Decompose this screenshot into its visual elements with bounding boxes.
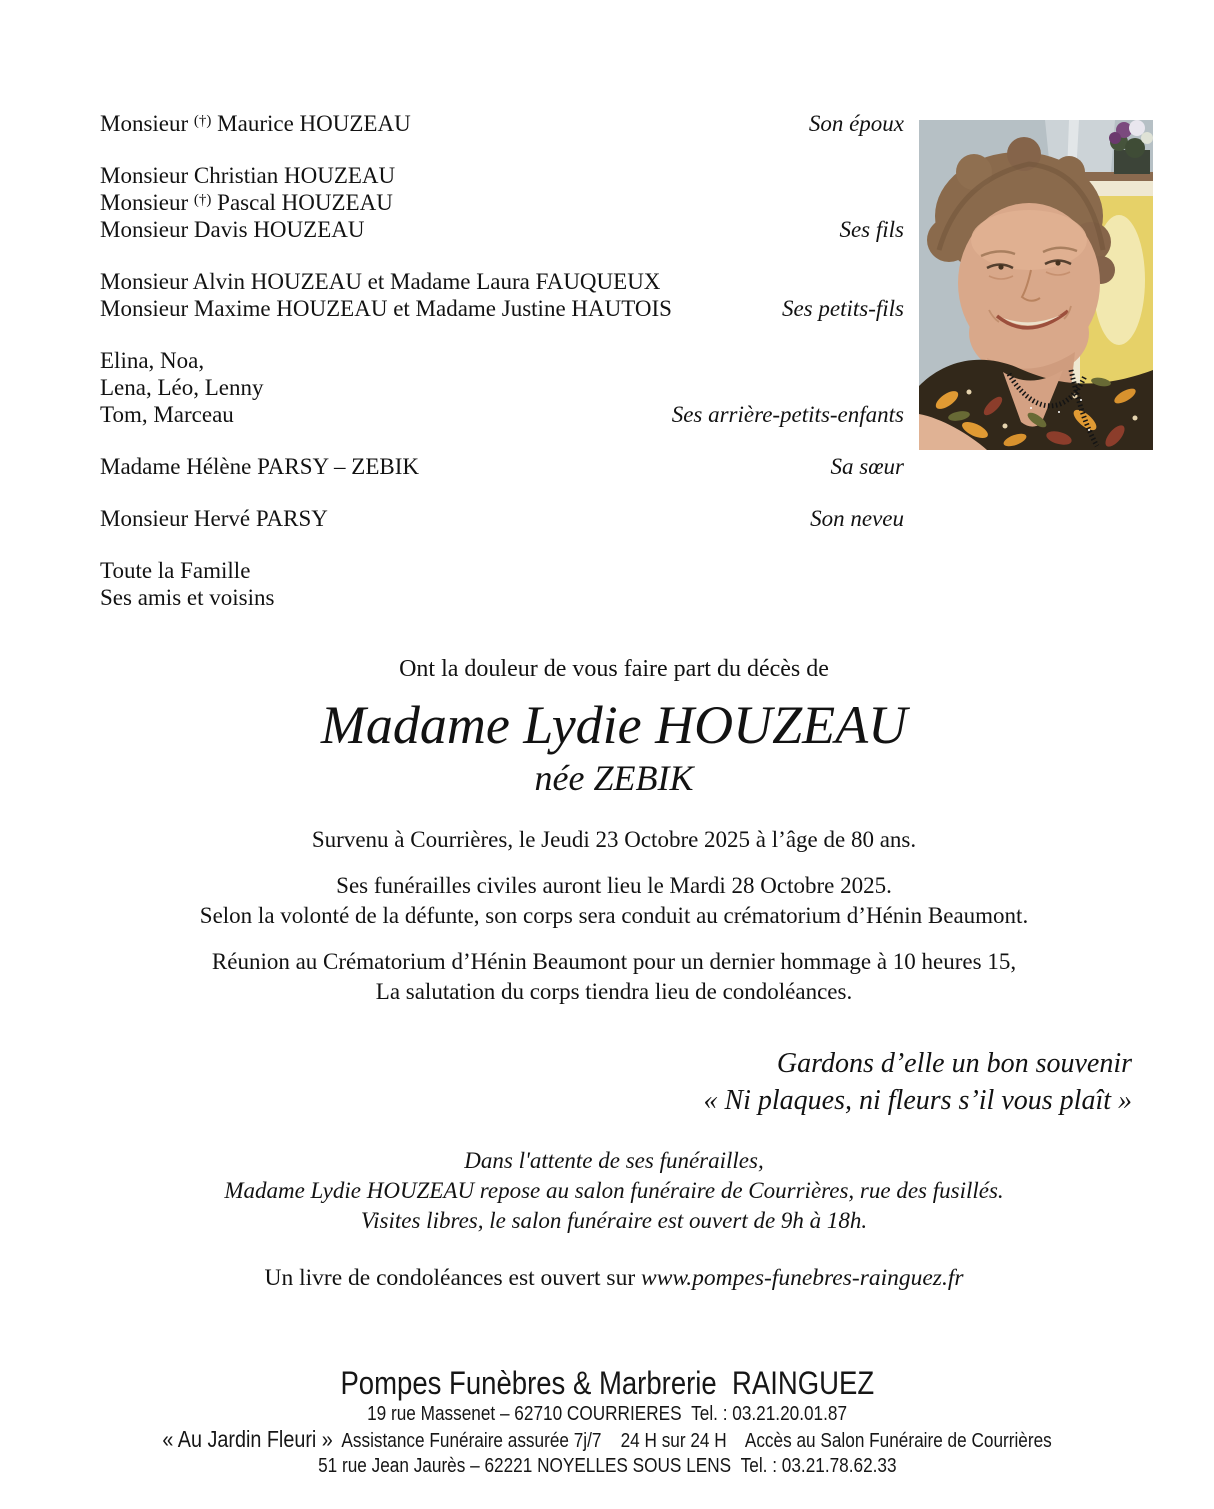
relation-label: Son neveu [810,506,904,531]
funeral-home-services-text: Assistance Funéraire assurée 7j/7 24 H sur 24 H Accès au Salon Funéraire de Courrières [332,1430,1052,1452]
family-row-nephew [100,505,904,532]
motto-line: Gardons d’elle un bon souvenir [776,1048,1132,1079]
family-member-name: Tom, Marceau [100,402,234,427]
relation-label: Ses fils [839,217,904,242]
maiden-name: née ZEBIK [534,758,694,798]
relation-label: Ses arrière-petits-enfants [671,402,904,427]
condolence-book-text: Un livre de condoléances est ouvert sur [264,1265,642,1291]
deceased-name: Madame Lydie HOUZEAU [320,695,908,755]
family-row-sons [100,216,904,243]
family-row-grandsons [100,295,904,322]
family-member-name: Monsieur Maxime HOUZEAU et Madame Justine HAUTOIS [100,296,672,321]
funeral-home-footer [0,1364,1214,1479]
family-member-name: Monsieur Hervé PARSY [100,506,328,531]
funeral-home-name: Pompes Funèbres & Marbrerie RAINGUEZ [340,1365,874,1401]
family-member-name: Monsieur (†) Maurice HOUZEAU [100,111,411,136]
family-member-name: Toute la Famille [100,558,251,583]
funeral-home-address-2: 51 rue Jean Jaurès – 62221 NOYELLES SOUS LENS Tel. : 03.21.78.62.33 [317,1455,897,1477]
family-member-name: Monsieur Alvin HOUZEAU et Madame Laura FAUQUEUX [100,269,661,294]
family-member-name: Monsieur (†) Pascal HOUZEAU [100,190,393,215]
family-list [100,110,904,611]
announcement-intro: Ont la douleur de vous faire part du décès de [399,656,829,682]
deceased-photo [919,120,1153,450]
funeral-home-brand: « Au Jardin Fleuri » [162,1426,333,1452]
condolence-book-url: www.pompes-funebres-rainguez.fr [641,1265,964,1291]
family-row [100,557,904,584]
ceremony-info: Réunion au Crématorium d’Hénin Beaumont pour un dernier hommage à 10 heures 15, [211,949,1017,974]
family-member-name: Madame Hélène PARSY – ZEBIK [100,454,419,479]
motto-block [703,1045,1132,1119]
family-row [100,584,904,611]
announcement-block [0,655,1214,1007]
repose-line: Visites libres, le salon funéraire est ouvert de 9h à 18h. [360,1208,868,1233]
motto-line: « Ni plaques, ni fleurs s’il vous plaît » [703,1085,1132,1116]
death-details: Survenu à Courrières, le Jeudi 23 Octobre 2025 à l’âge de 80 ans. [311,827,917,852]
cremation-info: Selon la volonté de la défunte, son corps sera conduit au crématorium d’Hénin Beaumont. [199,903,1029,928]
family-member-name: Ses amis et voisins [100,585,275,610]
family-row [100,374,904,401]
family-row-great-grandchildren [100,401,904,428]
family-row-sister [100,453,904,480]
repose-block [0,1146,1214,1236]
family-member-name: Monsieur Davis HOUZEAU [100,217,365,242]
deceased-photo-illustration [919,120,1153,450]
deceased-dagger-icon: (†) [193,113,212,129]
relation-label: Sa sœur [830,454,904,479]
family-row [100,268,904,295]
family-row [100,347,904,374]
family-member-name: Monsieur Christian HOUZEAU [100,163,396,188]
family-row-spouse [100,110,904,137]
family-member-name: Lena, Léo, Lenny [100,375,264,400]
family-row [100,162,904,189]
family-row [100,189,904,216]
family-member-name: Elina, Noa, [100,348,205,373]
relation-label: Ses petits-fils [781,296,904,321]
condolence-book-line [0,1263,1214,1293]
funeral-date: Ses funérailles civiles auront lieu le Mardi 28 Octobre 2025. [336,873,892,898]
funeral-home-address-1: 19 rue Massenet – 62710 COURRIERES Tel. : 03.21.20.01.87 [367,1403,847,1425]
repose-line: Madame Lydie HOUZEAU repose au salon funéraire de Courrières, rue des fusillés. [224,1178,1004,1203]
repose-line: Dans l'attente de ses funérailles, [464,1148,764,1173]
relation-label: Son époux [808,111,904,136]
funeral-home-services [0,1427,1214,1454]
deceased-dagger-icon: (†) [193,192,212,208]
condolences-info: La salutation du corps tiendra lieu de condoléances. [375,979,853,1004]
